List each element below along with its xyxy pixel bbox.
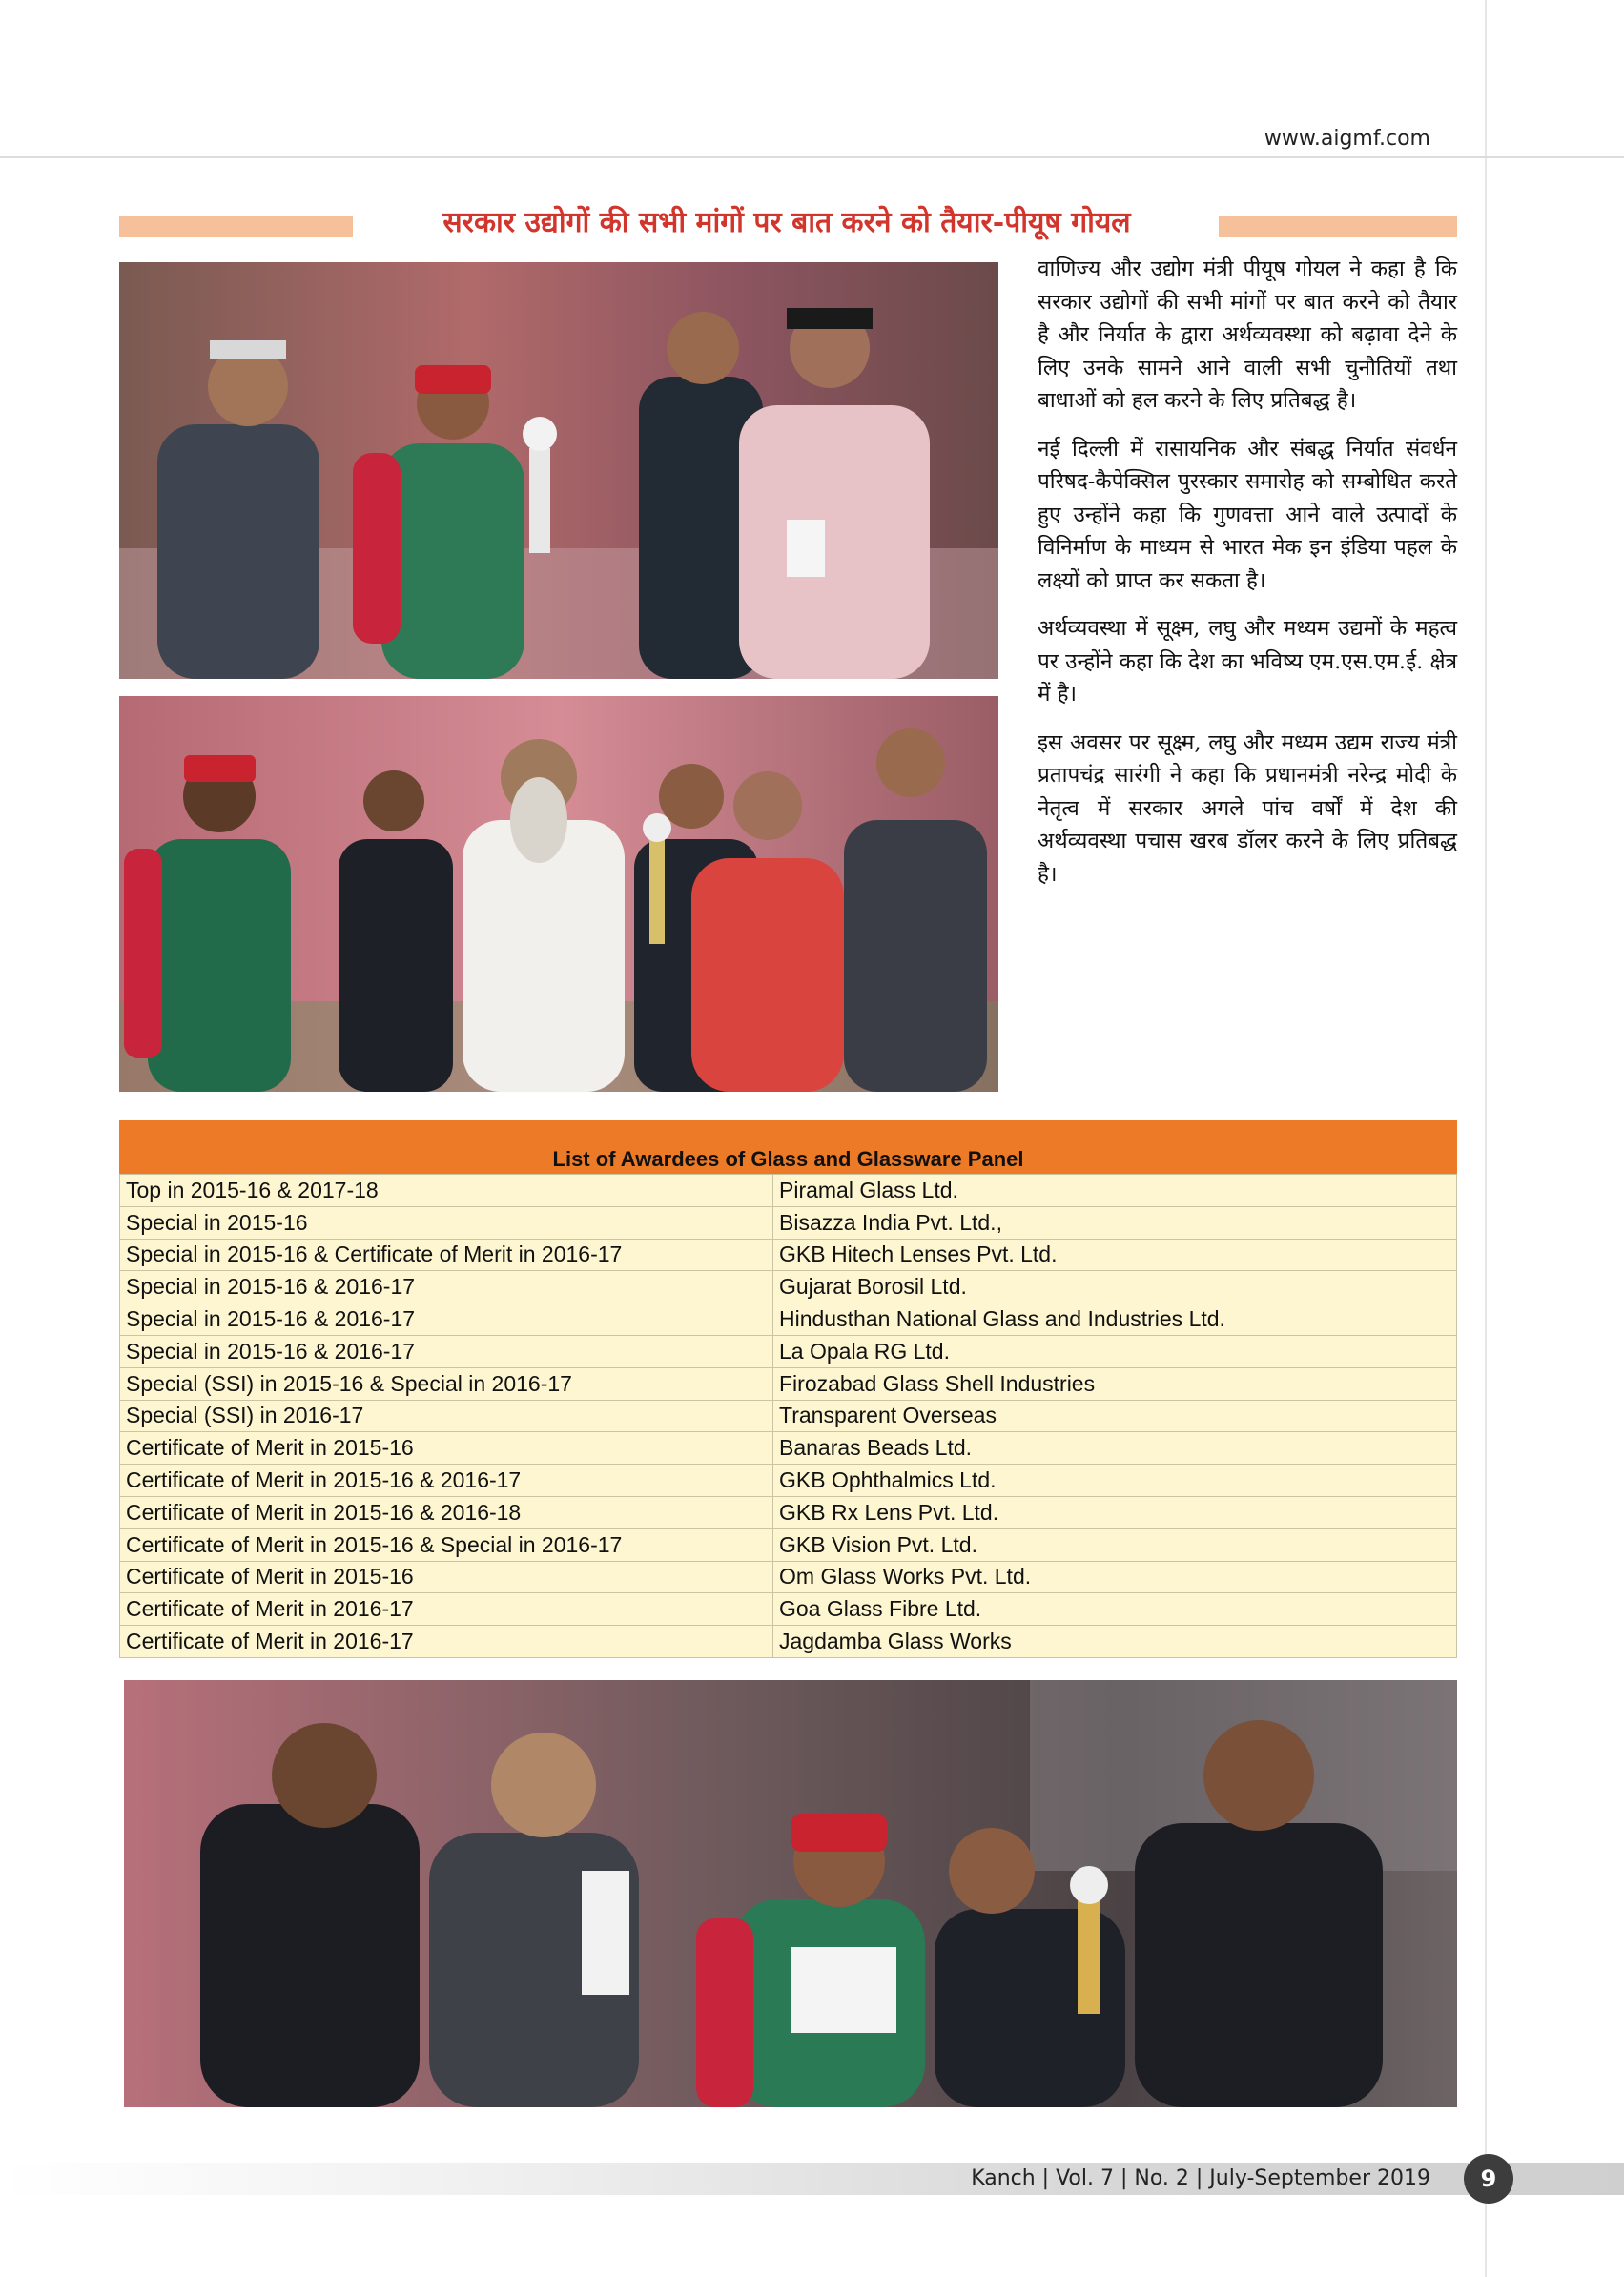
article-paragraph-1: वाणिज्य और उद्योग मंत्री पीयूष गोयल ने कहा है कि सरकार उद्योगों की सभी मांगों पर बात करने को तैयार है और निर्यात के द्वारा अर्थव्यवस्था को बढ़ावा देने के लिए उनके सामने आने वाली सभी चुनौतियों तथा बाधाओं को हल करने के लिए प्रतिबद्ध है। [1038,256,1457,413]
awardee-name-cell: Jagdamba Glass Works [773,1626,1457,1658]
page-number: 9 [1464,2154,1513,2204]
title-bar-right [1219,216,1457,237]
award-category-cell: Certificate of Merit in 2015-16 [120,1561,773,1593]
article-paragraph-4: इस अवसर पर सूक्ष्म, लघु और मध्यम उद्यम राज्य मंत्री प्रतापचंद्र सारंगी ने कहा कि प्रधानमंत्री नरेन्द्र मोदी के नेतृत्व में सरकार अगले पांच वर्षों में देश की अर्थव्यवस्था पचास खरब डॉलर करने के लिए प्रतिबद्ध है। [1038,729,1457,887]
awardee-name-cell: Bisazza India Pvt. Ltd., [773,1206,1457,1239]
table-row [120,1271,1457,1303]
table-row [120,1528,1457,1561]
article-paragraph-2: नई दिल्ली में रासायनिक और संबद्ध निर्यात संवर्धन परिषद-कैपेक्सिल पुरस्कार समारोह को सम्बोधित करते हुए उन्होंने कहा कि गुणवत्ता आने वाले उत्पादों के विनिर्माण के माध्यम से भारत मेक इन इंडिया पहल के लक्ष्यों को प्राप्त कर सकता है। [1038,436,1457,593]
award-category-cell: Special in 2015-16 & Certificate of Merit in 2016-17 [120,1239,773,1271]
award-category-cell: Special (SSI) in 2015-16 & Special in 2016-17 [120,1367,773,1400]
award-category-cell: Special (SSI) in 2016-17 [120,1400,773,1432]
awardee-name-cell: Om Glass Works Pvt. Ltd. [773,1561,1457,1593]
awardee-name-cell: Hindusthan National Glass and Industries Ltd. [773,1303,1457,1336]
awardee-name-cell: Firozabad Glass Shell Industries [773,1367,1457,1400]
award-category-cell: Certificate of Merit in 2016-17 [120,1626,773,1658]
table-row [120,1432,1457,1465]
award-category-cell: Special in 2015-16 & 2016-17 [120,1271,773,1303]
award-category-cell: Certificate of Merit in 2015-16 & 2016-17 [120,1465,773,1497]
article-body [1038,253,1457,906]
table-row [120,1626,1457,1658]
awardee-name-cell: Gujarat Borosil Ltd. [773,1271,1457,1303]
awardee-name-cell: GKB Vision Pvt. Ltd. [773,1528,1457,1561]
awardee-name-cell: GKB Ophthalmics Ltd. [773,1465,1457,1497]
header-rule [0,156,1624,158]
award-category-cell: Top in 2015-16 & 2017-18 [120,1175,773,1207]
table-row [120,1303,1457,1336]
award-category-cell: Certificate of Merit in 2015-16 [120,1432,773,1465]
table-row [120,1593,1457,1626]
award-category-cell: Special in 2015-16 [120,1206,773,1239]
table-row [120,1367,1457,1400]
title-bar-left [119,216,353,237]
page-margin-line [1485,0,1487,2277]
table-row [120,1561,1457,1593]
award-photo-3 [124,1680,1457,2107]
award-photo-1 [119,262,998,679]
table-row [120,1175,1457,1207]
awardee-name-cell: La Opala RG Ltd. [773,1335,1457,1367]
table-row [120,1239,1457,1271]
awardees-table-title: List of Awardees of Glass and Glassware Panel [552,1147,1024,1171]
awardee-name-cell: GKB Rx Lens Pvt. Ltd. [773,1496,1457,1528]
table-row [120,1465,1457,1497]
awardee-name-cell: Piramal Glass Ltd. [773,1175,1457,1207]
award-category-cell: Certificate of Merit in 2015-16 & Special in 2016-17 [120,1528,773,1561]
table-row [120,1400,1457,1432]
table-row [120,1496,1457,1528]
award-category-cell: Special in 2015-16 & 2016-17 [120,1303,773,1336]
award-category-cell: Certificate of Merit in 2015-16 & 2016-18 [120,1496,773,1528]
footer-publication: Kanch | Vol. 7 | No. 2 | July-September 2019 [971,2166,1430,2190]
table-row [120,1335,1457,1367]
table-row [120,1206,1457,1239]
article-title: सरकार उद्योगों की सभी मांगों पर बात करने को तैयार-पीयूष गोयल [442,206,1131,239]
awardees-table [119,1174,1457,1658]
awardee-name-cell: Goa Glass Fibre Ltd. [773,1593,1457,1626]
awardees-table-header [119,1120,1457,1174]
awardee-name-cell: GKB Hitech Lenses Pvt. Ltd. [773,1239,1457,1271]
award-category-cell: Special in 2015-16 & 2016-17 [120,1335,773,1367]
award-photo-2 [119,696,998,1092]
website-url[interactable]: www.aigmf.com [1264,127,1430,151]
award-category-cell: Certificate of Merit in 2016-17 [120,1593,773,1626]
awardee-name-cell: Banaras Beads Ltd. [773,1432,1457,1465]
article-paragraph-3: अर्थव्यवस्था में सूक्ष्म, लघु और मध्यम उद्यमों के महत्व पर उन्होंने कहा कि देश का भविष्य एम.एस.एम.ई. क्षेत्र में है। [1038,616,1457,707]
awardee-name-cell: Transparent Overseas [773,1400,1457,1432]
